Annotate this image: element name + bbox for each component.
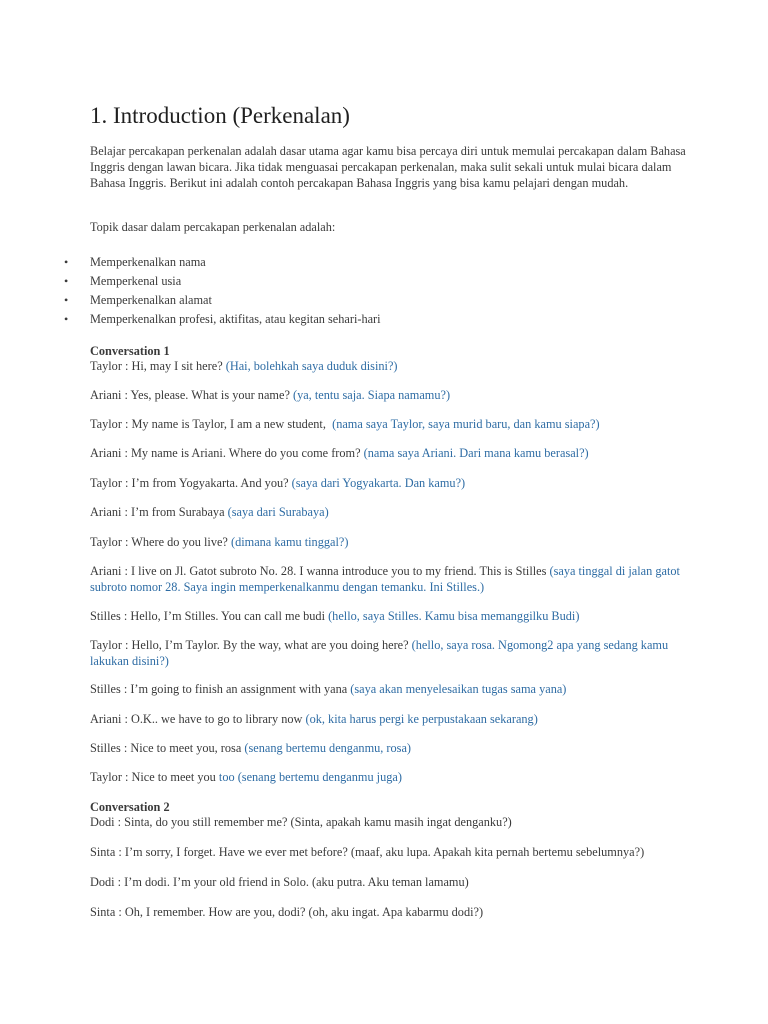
dialogue-line: Taylor : My name is Taylor, I am a new student, (nama saya Taylor, saya murid baru, dan kamu siapa?) xyxy=(90,417,600,431)
list-item: • Memperkenalkan nama xyxy=(64,255,206,269)
translation: (dimana kamu tinggal?) xyxy=(230,535,349,549)
translation: (saya tinggal di jalan gatot subroto nomor 28. Saya ingin memperkenalkanmu dengan temanku. Ini Stilles.) xyxy=(90,564,680,594)
dialogue-line: Taylor : I’m from Yogyakarta. And you? (saya dari Yogyakarta. Dan kamu?) xyxy=(90,476,466,490)
dialogue-line: Ariani : My name is Ariani. Where do you come from? (nama saya Ariani. Dari mana kamu berasal?) xyxy=(90,446,589,460)
translation: (Hai, bolehkah saya duduk disini?) xyxy=(225,359,398,373)
translation: too (senang bertemu denganmu juga) xyxy=(218,770,402,784)
page-title: 1. Introduction (Perkenalan) xyxy=(90,103,350,128)
dialogue-line: Stilles : Nice to meet you, rosa (senang bertemu denganmu, rosa) xyxy=(90,741,412,755)
dialogue-line: Sinta : I’m sorry, I forget. Have we ever met before? (maaf, aku lupa. Apakah kita pernah bertemu sebelumnya?) xyxy=(90,845,645,859)
dialogue-line: Ariani : I live on Jl. Gatot subroto No. 28. I wanna introduce you to my friend. This is Stilles (saya tinggal di jalan gatot subroto nomor 28. Saya ingin memperkenalkanmu dengan temanku. Ini Stilles.) xyxy=(90,564,680,594)
translation: (saya akan menyelesaikan tugas sama yana) xyxy=(350,682,567,696)
dialogue-line: Dodi : I’m dodi. I’m your old friend in Solo. (aku putra. Aku teman lamamu) xyxy=(90,875,469,889)
dialogue-line: Ariani : I’m from Surabaya (saya dari Surabaya) xyxy=(90,505,329,519)
translation: (saya dari Yogyakarta. Dan kamu?) xyxy=(291,476,466,490)
dialogue-line: Taylor : Where do you live? (dimana kamu tinggal?) xyxy=(90,535,349,549)
dialogue-line: Stilles : I’m going to finish an assignment with yana (saya akan menyelesaikan tugas sama yana) xyxy=(90,682,567,696)
translation: (ok, kita harus pergi ke perpustakaan sekarang) xyxy=(305,712,538,726)
conversation-1-heading: Conversation 1 xyxy=(90,344,170,358)
conversation-2-heading: Conversation 2 xyxy=(90,800,170,814)
bullet-icon: • xyxy=(64,312,69,326)
topics-list xyxy=(60,254,381,330)
dialogue-line: Sinta : Oh, I remember. How are you, dodi? (oh, aku ingat. Apa kabarmu dodi?) xyxy=(90,905,484,919)
translation: (hello, saya rosa. Ngomong2 apa yang sedang kamu lakukan disini?) xyxy=(90,638,669,668)
dialogue-line: Stilles : Hello, I’m Stilles. You can call me budi (hello, saya Stilles. Kamu bisa memanggilku Budi) xyxy=(90,609,580,623)
translation: (nama saya Ariani. Dari mana kamu berasal?) xyxy=(363,446,589,460)
bullet-icon: • xyxy=(64,274,69,288)
translation: (nama saya Taylor, saya murid baru, dan kamu siapa?) xyxy=(332,417,600,431)
bullet-icon: • xyxy=(64,255,69,269)
bullet-icon: • xyxy=(64,293,69,307)
list-item: • Memperkenalkan profesi, aktifitas, atau kegitan sehari-hari xyxy=(64,312,381,326)
dialogue-line: Ariani : O.K.. we have to go to library now (ok, kita harus pergi ke perpustakaan sekarang) xyxy=(90,712,538,726)
dialogue-line: Taylor : Hi, may I sit here? (Hai, bolehkah saya duduk disini?) xyxy=(90,359,398,373)
dialogue-line: Taylor : Nice to meet you too (senang bertemu denganmu juga) xyxy=(90,770,402,784)
dialogue-line: Ariani : Yes, please. What is your name? (ya, tentu saja. Siapa namamu?) xyxy=(90,388,451,402)
translation: (saya dari Surabaya) xyxy=(227,505,329,519)
translation: (hello, saya Stilles. Kamu bisa memanggilku Budi) xyxy=(328,609,580,623)
list-item: • Memperkenalkan alamat xyxy=(64,293,212,307)
dialogue-line: Taylor : Hello, I’m Taylor. By the way, what are you doing here? (hello, saya rosa. Ngomong2 apa yang sedang kamu lakukan disini?) xyxy=(90,638,669,668)
list-item: • Memperkenal usia xyxy=(64,274,182,288)
translation: (senang bertemu denganmu, rosa) xyxy=(244,741,412,755)
dialogue-line: Dodi : Sinta, do you still remember me? (Sinta, apakah kamu masih ingat denganku?) xyxy=(90,815,512,829)
translation: (ya, tentu saja. Siapa namamu?) xyxy=(292,388,451,402)
intro-paragraph: Belajar percakapan perkenalan adalah dasar utama agar kamu bisa percaya diri untuk memulai percakapan dalam Bahasa Inggris dengan lawan bicara. Jika tidak menguasai percakapan perkenalan, maka sulit sekali untuk mulai bicara dalam Bahasa Inggris. Berikut ini adalah contoh percakapan Bahasa Inggris yang bisa kamu pelajari dengan mudah. xyxy=(90,144,686,190)
topics-intro: Topik dasar dalam percakapan perkenalan adalah: xyxy=(90,220,336,234)
